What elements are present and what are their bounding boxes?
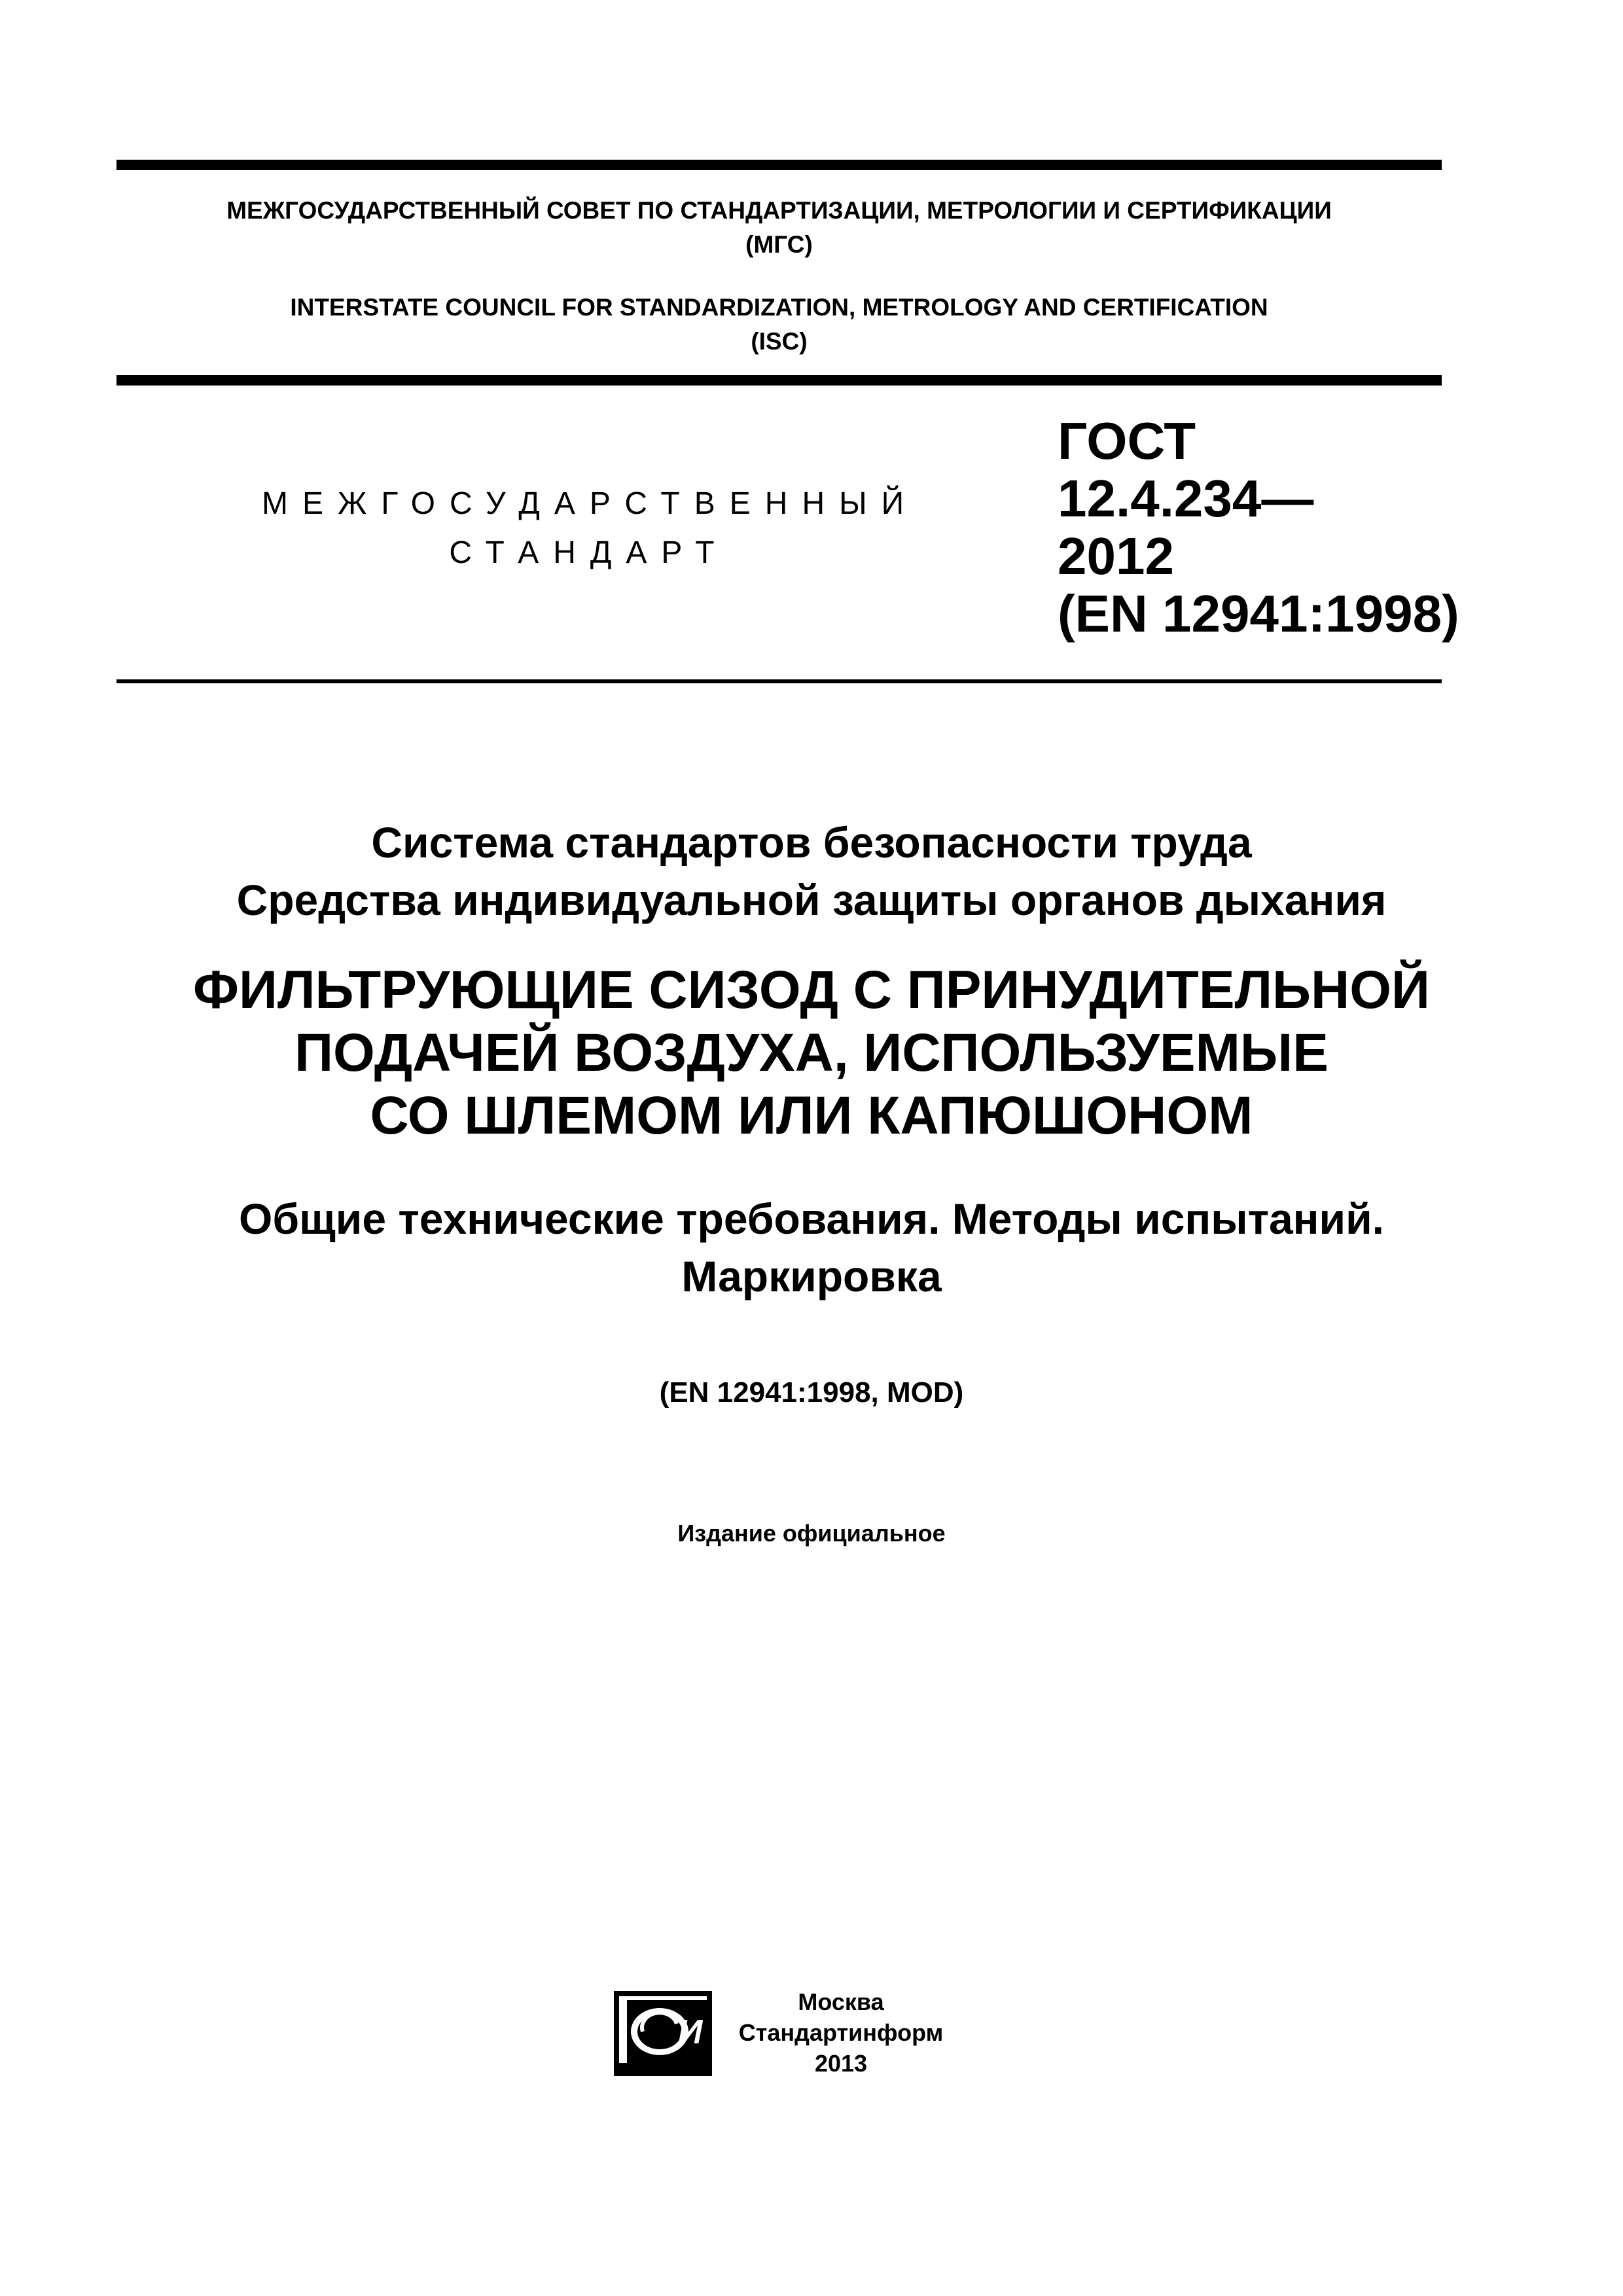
main-title-line1: ФИЛЬТРУЮЩИЕ СИЗОД С ПРИНУДИТЕЛЬНОЙ	[193, 960, 1430, 1020]
thin-rule	[116, 679, 1442, 683]
middle-rule	[116, 375, 1442, 386]
top-rule	[116, 160, 1442, 170]
publisher-name: Стандартинформ	[738, 2019, 944, 2046]
gost-number: 12.4.234—	[1058, 469, 1314, 528]
gost-label: ГОСТ	[1058, 412, 1196, 470]
council-name-ru-text: МЕЖГОСУДАРСТВЕННЫЙ СОВЕТ ПО СТАНДАРТИЗАЦИИ, МЕТРОЛОГИИ И СЕРТИФИКАЦИИ	[226, 197, 1332, 224]
council-abbr-en: (ISC)	[751, 328, 808, 355]
standartinform-logo-icon	[614, 1991, 712, 2076]
main-title-line2: ПОДАЧЕЙ ВОЗДУХА, ИСПОЛЬЗУЕМЫЕ	[294, 1023, 1329, 1083]
subtitle-line1: Общие технические требования. Методы испытаний.	[239, 1194, 1384, 1243]
equivalence-note: (EN 12941:1998, MOD)	[659, 1376, 964, 1408]
gost-equivalent: (EN 12941:1998)	[1058, 584, 1459, 643]
standard-kind-line1: МЕЖГОСУДАРСТВЕННЫЙ	[262, 486, 919, 521]
council-name-en	[116, 291, 1442, 359]
standard-kind-line2: СТАНДАРТ	[449, 535, 729, 570]
publisher-block	[723, 1986, 959, 2079]
system-title-line1: Система стандартов безопасности труда	[371, 818, 1252, 867]
standard-kind	[262, 479, 919, 577]
council-abbr-ru: (МГС)	[745, 231, 813, 258]
gost-year: 2012	[1058, 527, 1174, 585]
subtitle-line2: Маркировка	[681, 1252, 942, 1300]
council-name-ru	[116, 194, 1442, 262]
council-name-en-text: INTERSTATE COUNCIL FOR STANDARDIZATION, METROLOGY AND CERTIFICATION	[290, 294, 1268, 321]
gost-designation	[1058, 412, 1459, 643]
publisher-city: Москва	[798, 1988, 884, 2015]
svg-text:И: И	[678, 2013, 703, 2051]
main-title-line3: СО ШЛЕМОМ ИЛИ КАПЮШОНОМ	[370, 1086, 1253, 1145]
system-title	[79, 814, 1544, 929]
system-title-line2: Средства индивидуальной защиты органов дыхания	[236, 876, 1387, 924]
subtitle	[79, 1190, 1544, 1305]
publisher-year: 2013	[814, 2050, 868, 2077]
main-title	[79, 959, 1544, 1147]
edition-note: Издание официальное	[677, 1520, 946, 1547]
